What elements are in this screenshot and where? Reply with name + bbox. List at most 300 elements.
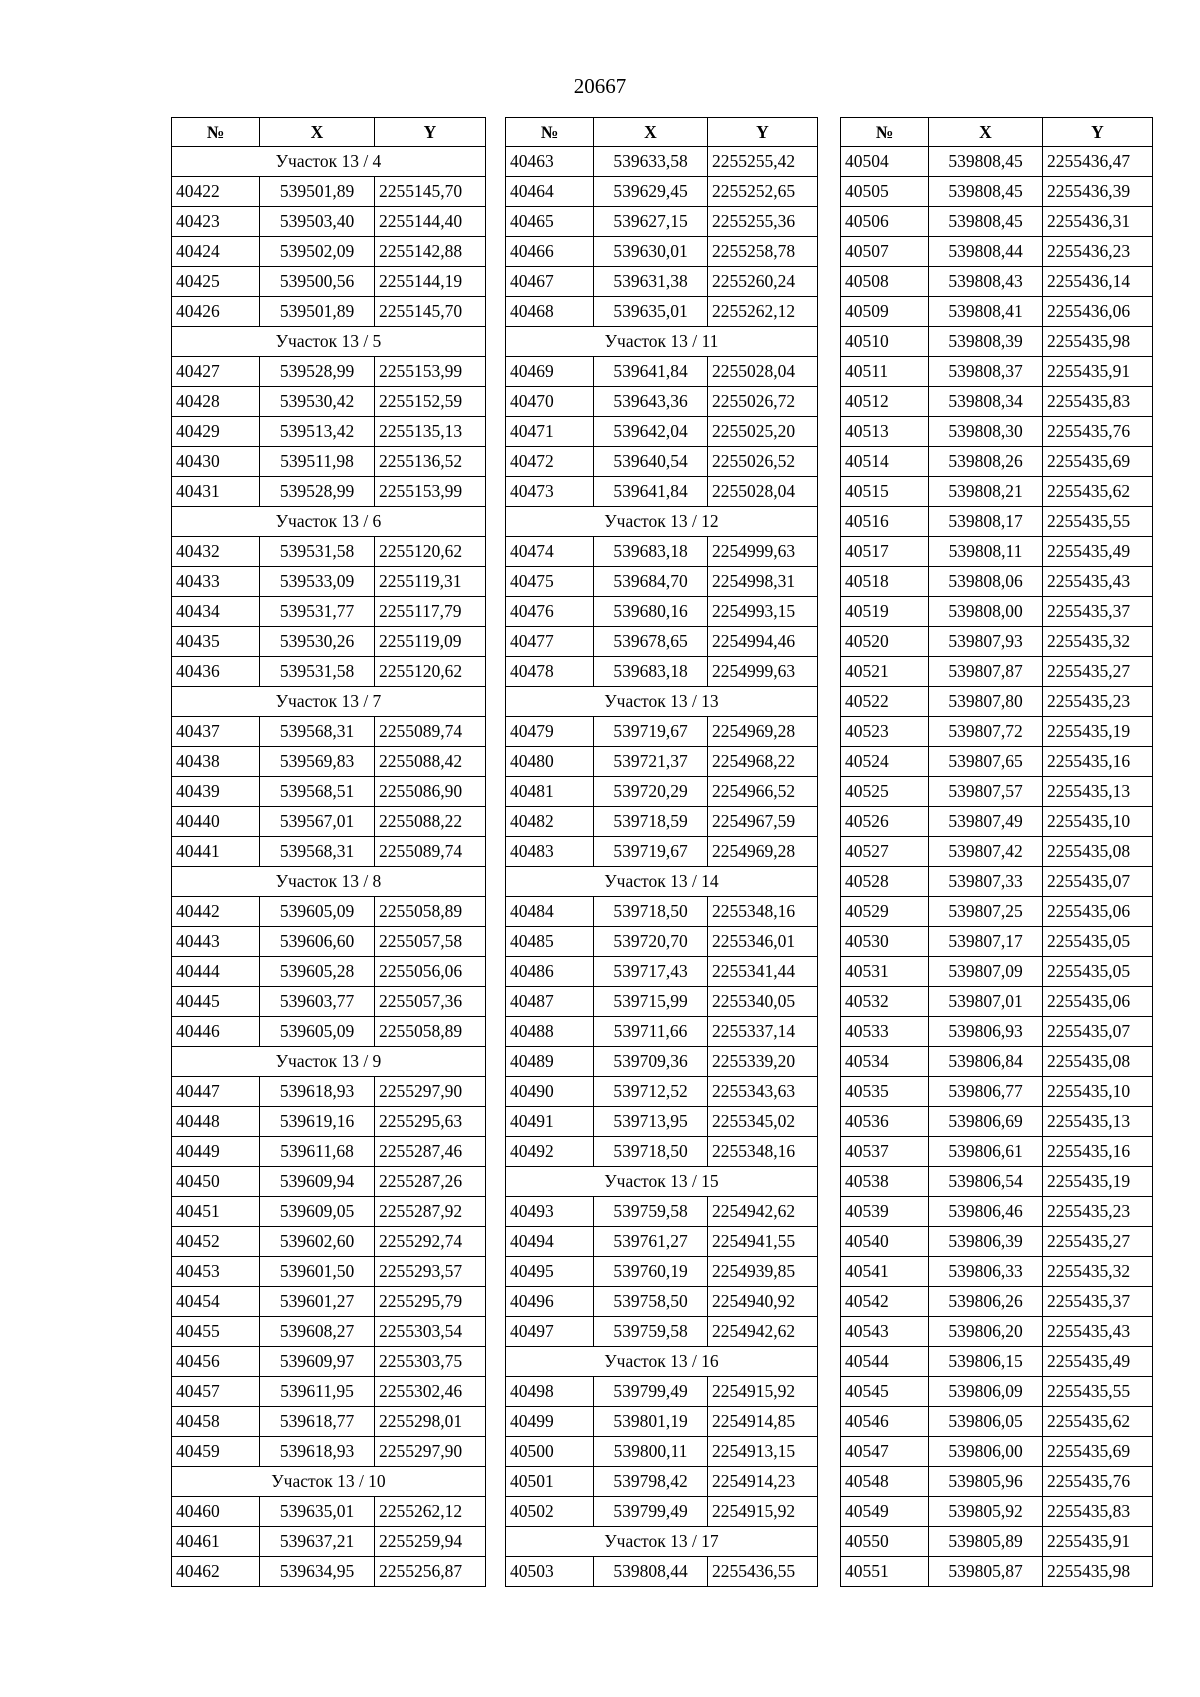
y-coordinate-cell: 2255341,44	[708, 957, 818, 987]
x-coordinate-cell: 539601,27	[260, 1287, 375, 1317]
y-coordinate-cell: 2255435,49	[1043, 1347, 1153, 1377]
x-coordinate-cell: 539611,68	[260, 1137, 375, 1167]
point-number-cell: 40514	[841, 447, 929, 477]
point-number-cell: 40455	[172, 1317, 260, 1347]
point-number-cell: 40502	[506, 1497, 594, 1527]
x-coordinate-cell: 539567,01	[260, 807, 375, 837]
x-coordinate-cell: 539528,99	[260, 357, 375, 387]
section-row	[506, 1527, 818, 1557]
header-y: Y	[375, 118, 486, 147]
y-coordinate-cell: 2255152,59	[375, 387, 486, 417]
y-coordinate-cell: 2255337,14	[708, 1017, 818, 1047]
table-row	[506, 297, 818, 327]
table-row	[841, 717, 1153, 747]
point-number-cell: 40430	[172, 447, 260, 477]
y-coordinate-cell: 2255348,16	[708, 897, 818, 927]
y-coordinate-cell: 2255435,37	[1043, 1287, 1153, 1317]
table-row	[506, 627, 818, 657]
y-coordinate-cell: 2255435,19	[1043, 717, 1153, 747]
x-coordinate-cell: 539805,96	[929, 1467, 1043, 1497]
table-row	[172, 807, 486, 837]
y-coordinate-cell: 2254999,63	[708, 657, 818, 687]
y-coordinate-cell: 2255435,06	[1043, 987, 1153, 1017]
x-coordinate-cell: 539808,39	[929, 327, 1043, 357]
point-number-cell: 40549	[841, 1497, 929, 1527]
x-coordinate-cell: 539603,77	[260, 987, 375, 1017]
y-coordinate-cell: 2255297,90	[375, 1077, 486, 1107]
point-number-cell: 40517	[841, 537, 929, 567]
x-coordinate-cell: 539618,77	[260, 1407, 375, 1437]
y-coordinate-cell: 2255435,27	[1043, 657, 1153, 687]
point-number-cell: 40491	[506, 1107, 594, 1137]
x-coordinate-cell: 539720,29	[594, 777, 708, 807]
x-coordinate-cell: 539609,94	[260, 1167, 375, 1197]
x-coordinate-cell: 539635,01	[594, 297, 708, 327]
point-number-cell: 40448	[172, 1107, 260, 1137]
y-coordinate-cell: 2255297,90	[375, 1437, 486, 1467]
y-coordinate-cell: 2254968,22	[708, 747, 818, 777]
y-coordinate-cell: 2255348,16	[708, 1137, 818, 1167]
y-coordinate-cell: 2255436,31	[1043, 207, 1153, 237]
point-number-cell: 40497	[506, 1317, 594, 1347]
y-coordinate-cell: 2255435,91	[1043, 1527, 1153, 1557]
y-coordinate-cell: 2255086,90	[375, 777, 486, 807]
y-coordinate-cell: 2255255,36	[708, 207, 818, 237]
y-coordinate-cell: 2255287,46	[375, 1137, 486, 1167]
x-coordinate-cell: 539760,19	[594, 1257, 708, 1287]
y-coordinate-cell: 2255436,47	[1043, 147, 1153, 177]
page-number: 20667	[573, 74, 627, 98]
y-coordinate-cell: 2255120,62	[375, 657, 486, 687]
table-header-row	[172, 118, 486, 147]
y-coordinate-cell: 2255435,43	[1043, 567, 1153, 597]
x-coordinate-cell: 539643,36	[594, 387, 708, 417]
x-coordinate-cell: 539568,51	[260, 777, 375, 807]
section-title: Участок 13 / 7	[172, 687, 486, 717]
y-coordinate-cell: 2255435,07	[1043, 1017, 1153, 1047]
section-row	[172, 1467, 486, 1497]
table-row	[841, 837, 1153, 867]
point-number-cell: 40489	[506, 1047, 594, 1077]
x-coordinate-cell: 539601,50	[260, 1257, 375, 1287]
x-coordinate-cell: 539568,31	[260, 717, 375, 747]
table-row	[172, 777, 486, 807]
table-row	[172, 177, 486, 207]
y-coordinate-cell: 2254942,62	[708, 1197, 818, 1227]
table-row	[841, 537, 1153, 567]
y-coordinate-cell: 2255262,12	[708, 297, 818, 327]
y-coordinate-cell: 2255303,75	[375, 1347, 486, 1377]
point-number-cell: 40484	[506, 897, 594, 927]
point-number-cell: 40425	[172, 267, 260, 297]
x-coordinate-cell: 539531,58	[260, 657, 375, 687]
point-number-cell: 40423	[172, 207, 260, 237]
point-number-cell: 40477	[506, 627, 594, 657]
x-coordinate-cell: 539719,67	[594, 837, 708, 867]
y-coordinate-cell: 2255435,55	[1043, 507, 1153, 537]
table-row	[506, 1197, 818, 1227]
y-coordinate-cell: 2254994,46	[708, 627, 818, 657]
y-coordinate-cell: 2254999,63	[708, 537, 818, 567]
table-row	[841, 1527, 1153, 1557]
y-coordinate-cell: 2255435,08	[1043, 837, 1153, 867]
point-number-cell: 40548	[841, 1467, 929, 1497]
point-number-cell: 40525	[841, 777, 929, 807]
table-row	[506, 747, 818, 777]
point-number-cell: 40490	[506, 1077, 594, 1107]
point-number-cell: 40447	[172, 1077, 260, 1107]
x-coordinate-cell: 539718,50	[594, 1137, 708, 1167]
x-coordinate-cell: 539528,99	[260, 477, 375, 507]
table-row	[841, 807, 1153, 837]
x-coordinate-cell: 539807,65	[929, 747, 1043, 777]
x-coordinate-cell: 539721,37	[594, 747, 708, 777]
y-coordinate-cell: 2255435,32	[1043, 1257, 1153, 1287]
y-coordinate-cell: 2255435,76	[1043, 417, 1153, 447]
x-coordinate-cell: 539531,77	[260, 597, 375, 627]
header-number: №	[841, 118, 929, 147]
y-coordinate-cell: 2255302,46	[375, 1377, 486, 1407]
y-coordinate-cell: 2255435,06	[1043, 897, 1153, 927]
point-number-cell: 40457	[172, 1377, 260, 1407]
coordinates-table-2	[505, 117, 818, 1587]
point-number-cell: 40495	[506, 1257, 594, 1287]
y-coordinate-cell: 2255119,09	[375, 627, 486, 657]
table-row	[172, 447, 486, 477]
y-coordinate-cell: 2255303,54	[375, 1317, 486, 1347]
header-y: Y	[1043, 118, 1153, 147]
y-coordinate-cell: 2255435,27	[1043, 1227, 1153, 1257]
point-number-cell: 40518	[841, 567, 929, 597]
table-row	[506, 837, 818, 867]
x-coordinate-cell: 539808,06	[929, 567, 1043, 597]
x-coordinate-cell: 539808,45	[929, 147, 1043, 177]
x-coordinate-cell: 539684,70	[594, 567, 708, 597]
table-row	[172, 1287, 486, 1317]
point-number-cell: 40504	[841, 147, 929, 177]
point-number-cell: 40440	[172, 807, 260, 837]
x-coordinate-cell: 539807,33	[929, 867, 1043, 897]
x-coordinate-cell: 539807,09	[929, 957, 1043, 987]
table-row	[841, 1137, 1153, 1167]
x-coordinate-cell: 539806,77	[929, 1077, 1043, 1107]
point-number-cell: 40522	[841, 687, 929, 717]
x-coordinate-cell: 539758,50	[594, 1287, 708, 1317]
table-row	[506, 657, 818, 687]
x-coordinate-cell: 539718,59	[594, 807, 708, 837]
y-coordinate-cell: 2255435,69	[1043, 447, 1153, 477]
x-coordinate-cell: 539805,92	[929, 1497, 1043, 1527]
table-row	[172, 1377, 486, 1407]
x-coordinate-cell: 539635,01	[260, 1497, 375, 1527]
section-title: Участок 13 / 4	[172, 147, 486, 177]
point-number-cell: 40437	[172, 717, 260, 747]
table-row	[841, 1557, 1153, 1587]
point-number-cell: 40541	[841, 1257, 929, 1287]
table-row	[841, 777, 1153, 807]
table-row	[172, 627, 486, 657]
header-y: Y	[708, 118, 818, 147]
y-coordinate-cell: 2255026,72	[708, 387, 818, 417]
table-row	[506, 1137, 818, 1167]
section-row	[172, 687, 486, 717]
y-coordinate-cell: 2254940,92	[708, 1287, 818, 1317]
section-title: Участок 13 / 5	[172, 327, 486, 357]
table-row	[841, 687, 1153, 717]
table-row	[506, 1107, 818, 1137]
x-coordinate-cell: 539806,61	[929, 1137, 1043, 1167]
y-coordinate-cell: 2254942,62	[708, 1317, 818, 1347]
point-number-cell: 40492	[506, 1137, 594, 1167]
y-coordinate-cell: 2254941,55	[708, 1227, 818, 1257]
y-coordinate-cell: 2255153,99	[375, 477, 486, 507]
point-number-cell: 40505	[841, 177, 929, 207]
x-coordinate-cell: 539806,00	[929, 1437, 1043, 1467]
point-number-cell: 40452	[172, 1227, 260, 1257]
point-number-cell: 40422	[172, 177, 260, 207]
y-coordinate-cell: 2255436,14	[1043, 267, 1153, 297]
table-row	[841, 417, 1153, 447]
y-coordinate-cell: 2255025,20	[708, 417, 818, 447]
point-number-cell: 40475	[506, 567, 594, 597]
point-number-cell: 40526	[841, 807, 929, 837]
x-coordinate-cell: 539618,93	[260, 1437, 375, 1467]
x-coordinate-cell: 539808,45	[929, 207, 1043, 237]
header-x: X	[929, 118, 1043, 147]
table-row	[506, 957, 818, 987]
y-coordinate-cell: 2255089,74	[375, 837, 486, 867]
table-row	[172, 897, 486, 927]
x-coordinate-cell: 539806,05	[929, 1407, 1043, 1437]
y-coordinate-cell: 2255435,05	[1043, 927, 1153, 957]
header-x: X	[594, 118, 708, 147]
table-row	[841, 957, 1153, 987]
y-coordinate-cell: 2254915,92	[708, 1377, 818, 1407]
x-coordinate-cell: 539806,93	[929, 1017, 1043, 1047]
table-row	[841, 177, 1153, 207]
table-row	[172, 597, 486, 627]
y-coordinate-cell: 2255057,36	[375, 987, 486, 1017]
point-number-cell: 40538	[841, 1167, 929, 1197]
x-coordinate-cell: 539805,89	[929, 1527, 1043, 1557]
y-coordinate-cell: 2255435,10	[1043, 1077, 1153, 1107]
point-number-cell: 40537	[841, 1137, 929, 1167]
table-row	[506, 1227, 818, 1257]
table-row	[841, 1497, 1153, 1527]
table-row	[841, 327, 1153, 357]
table-row	[841, 507, 1153, 537]
y-coordinate-cell: 2255298,01	[375, 1407, 486, 1437]
point-number-cell: 40494	[506, 1227, 594, 1257]
table-row	[841, 1467, 1153, 1497]
y-coordinate-cell: 2255435,10	[1043, 807, 1153, 837]
point-number-cell: 40523	[841, 717, 929, 747]
table-row	[506, 1017, 818, 1047]
point-number-cell: 40533	[841, 1017, 929, 1047]
x-coordinate-cell: 539808,37	[929, 357, 1043, 387]
point-number-cell: 40469	[506, 357, 594, 387]
point-number-cell: 40464	[506, 177, 594, 207]
point-number-cell: 40472	[506, 447, 594, 477]
section-title: Участок 13 / 8	[172, 867, 486, 897]
x-coordinate-cell: 539501,89	[260, 177, 375, 207]
table-row	[506, 1077, 818, 1107]
y-coordinate-cell: 2254914,23	[708, 1467, 818, 1497]
header-number: №	[172, 118, 260, 147]
x-coordinate-cell: 539807,42	[929, 837, 1043, 867]
x-coordinate-cell: 539641,84	[594, 357, 708, 387]
y-coordinate-cell: 2255339,20	[708, 1047, 818, 1077]
y-coordinate-cell: 2254915,92	[708, 1497, 818, 1527]
point-number-cell: 40442	[172, 897, 260, 927]
y-coordinate-cell: 2255144,40	[375, 207, 486, 237]
section-row	[172, 507, 486, 537]
y-coordinate-cell: 2255259,94	[375, 1527, 486, 1557]
x-coordinate-cell: 539605,09	[260, 897, 375, 927]
point-number-cell: 40471	[506, 417, 594, 447]
section-row	[506, 327, 818, 357]
table-row	[172, 207, 486, 237]
x-coordinate-cell: 539501,89	[260, 297, 375, 327]
table-row	[506, 567, 818, 597]
y-coordinate-cell: 2255026,52	[708, 447, 818, 477]
section-title: Участок 13 / 17	[506, 1527, 818, 1557]
section-row	[506, 507, 818, 537]
point-number-cell: 40508	[841, 267, 929, 297]
table-row	[506, 987, 818, 1017]
y-coordinate-cell: 2255435,55	[1043, 1377, 1153, 1407]
table-row	[172, 987, 486, 1017]
section-title: Участок 13 / 14	[506, 867, 818, 897]
table-row	[506, 447, 818, 477]
section-row	[172, 327, 486, 357]
point-number-cell: 40486	[506, 957, 594, 987]
table-row	[172, 357, 486, 387]
point-number-cell: 40512	[841, 387, 929, 417]
point-number-cell: 40433	[172, 567, 260, 597]
table-row	[172, 387, 486, 417]
table-row	[506, 357, 818, 387]
table-row	[506, 807, 818, 837]
y-coordinate-cell: 2255435,08	[1043, 1047, 1153, 1077]
x-coordinate-cell: 539608,27	[260, 1317, 375, 1347]
x-coordinate-cell: 539533,09	[260, 567, 375, 597]
y-coordinate-cell: 2255435,16	[1043, 1137, 1153, 1167]
y-coordinate-cell: 2254967,59	[708, 807, 818, 837]
point-number-cell: 40461	[172, 1527, 260, 1557]
point-number-cell: 40547	[841, 1437, 929, 1467]
x-coordinate-cell: 539807,72	[929, 717, 1043, 747]
table-row	[841, 597, 1153, 627]
x-coordinate-cell: 539808,26	[929, 447, 1043, 477]
y-coordinate-cell: 2254966,52	[708, 777, 818, 807]
point-number-cell: 40501	[506, 1467, 594, 1497]
point-number-cell: 40462	[172, 1557, 260, 1587]
y-coordinate-cell: 2255058,89	[375, 897, 486, 927]
point-number-cell: 40463	[506, 147, 594, 177]
table-row	[172, 1077, 486, 1107]
y-coordinate-cell: 2255117,79	[375, 597, 486, 627]
y-coordinate-cell: 2255142,88	[375, 237, 486, 267]
x-coordinate-cell: 539640,54	[594, 447, 708, 477]
table-row	[841, 267, 1153, 297]
table-row	[172, 537, 486, 567]
table-row	[172, 1437, 486, 1467]
x-coordinate-cell: 539605,09	[260, 1017, 375, 1047]
x-coordinate-cell: 539720,70	[594, 927, 708, 957]
table-row	[506, 1467, 818, 1497]
y-coordinate-cell: 2255262,12	[375, 1497, 486, 1527]
point-number-cell: 40483	[506, 837, 594, 867]
table-row	[841, 447, 1153, 477]
y-coordinate-cell: 2255435,16	[1043, 747, 1153, 777]
point-number-cell: 40507	[841, 237, 929, 267]
table-row	[506, 537, 818, 567]
point-number-cell: 40450	[172, 1167, 260, 1197]
section-title: Участок 13 / 16	[506, 1347, 818, 1377]
x-coordinate-cell: 539806,84	[929, 1047, 1043, 1077]
x-coordinate-cell: 539713,95	[594, 1107, 708, 1137]
point-number-cell: 40543	[841, 1317, 929, 1347]
table-row	[841, 987, 1153, 1017]
y-coordinate-cell: 2255088,42	[375, 747, 486, 777]
header-x: X	[260, 118, 375, 147]
x-coordinate-cell: 539683,18	[594, 657, 708, 687]
point-number-cell: 40498	[506, 1377, 594, 1407]
y-coordinate-cell: 2255260,24	[708, 267, 818, 297]
table-row	[172, 1407, 486, 1437]
point-number-cell: 40519	[841, 597, 929, 627]
point-number-cell: 40429	[172, 417, 260, 447]
y-coordinate-cell: 2254914,85	[708, 1407, 818, 1437]
point-number-cell: 40459	[172, 1437, 260, 1467]
point-number-cell: 40468	[506, 297, 594, 327]
table-row	[841, 1197, 1153, 1227]
point-number-cell: 40528	[841, 867, 929, 897]
section-row	[506, 1167, 818, 1197]
point-number-cell: 40460	[172, 1497, 260, 1527]
table-row	[841, 1107, 1153, 1137]
point-number-cell: 40434	[172, 597, 260, 627]
table-row	[506, 1047, 818, 1077]
y-coordinate-cell: 2255435,07	[1043, 867, 1153, 897]
point-number-cell: 40453	[172, 1257, 260, 1287]
x-coordinate-cell: 539807,80	[929, 687, 1043, 717]
point-number-cell: 40500	[506, 1437, 594, 1467]
point-number-cell: 40524	[841, 747, 929, 777]
table-row	[841, 897, 1153, 927]
table-row	[841, 657, 1153, 687]
x-coordinate-cell: 539719,67	[594, 717, 708, 747]
table-row	[172, 237, 486, 267]
y-coordinate-cell: 2255119,31	[375, 567, 486, 597]
y-coordinate-cell: 2255435,83	[1043, 1497, 1153, 1527]
y-coordinate-cell: 2255292,74	[375, 1227, 486, 1257]
point-number-cell: 40511	[841, 357, 929, 387]
table-row	[841, 477, 1153, 507]
y-coordinate-cell: 2255287,92	[375, 1197, 486, 1227]
x-coordinate-cell: 539806,33	[929, 1257, 1043, 1287]
point-number-cell: 40431	[172, 477, 260, 507]
x-coordinate-cell: 539611,95	[260, 1377, 375, 1407]
y-coordinate-cell: 2255120,62	[375, 537, 486, 567]
x-coordinate-cell: 539709,36	[594, 1047, 708, 1077]
y-coordinate-cell: 2255287,26	[375, 1167, 486, 1197]
point-number-cell: 40534	[841, 1047, 929, 1077]
point-number-cell: 40476	[506, 597, 594, 627]
table-row	[172, 1347, 486, 1377]
y-coordinate-cell: 2255293,57	[375, 1257, 486, 1287]
